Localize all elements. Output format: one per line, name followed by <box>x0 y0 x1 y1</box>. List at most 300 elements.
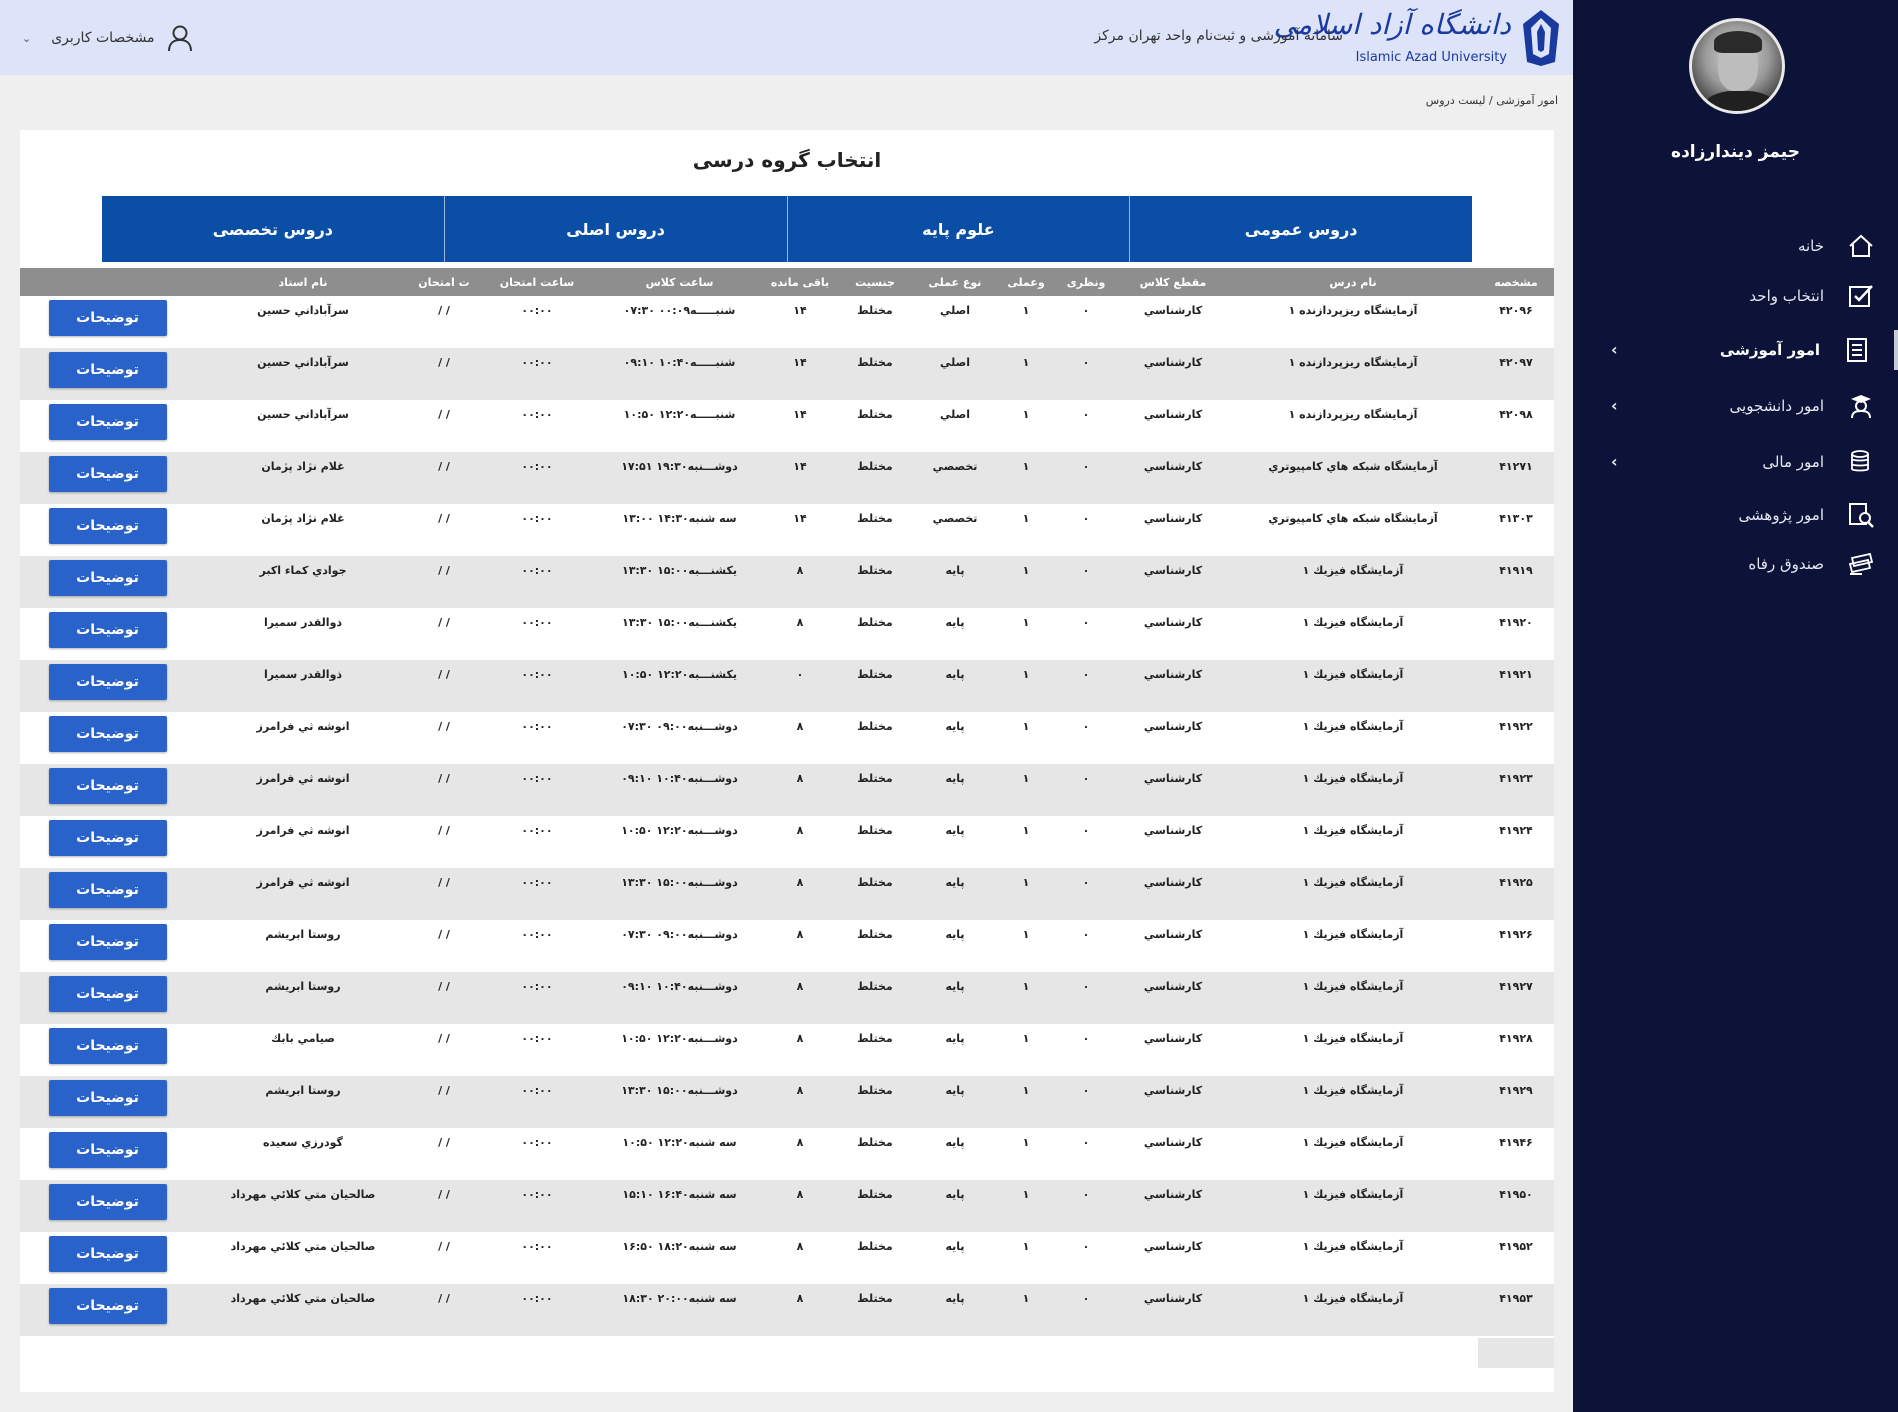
table-cell: ۴۱۹۲۶ <box>1478 920 1554 972</box>
table-cell: ۴۱۳۰۳ <box>1478 504 1554 556</box>
table-cell: ۱ <box>998 452 1054 504</box>
table-cell: ۰ <box>762 660 838 712</box>
table-cell: ۰ <box>1054 712 1118 764</box>
table-cell: انوشه ثي فرامرز <box>195 764 411 816</box>
table-cell: دوشـــنبه۱۰:۴۰ ۰۹:۱۰ <box>597 764 762 816</box>
table-cell: ۰ <box>1054 556 1118 608</box>
table-cell: ۸ <box>762 1128 838 1180</box>
table-cell: مختلط <box>838 348 912 400</box>
table-cell: ۸ <box>762 1180 838 1232</box>
table-cell-action <box>20 400 195 452</box>
user-menu[interactable] <box>22 24 193 52</box>
table-cell-action <box>20 660 195 712</box>
table-cell: / / <box>411 1076 477 1128</box>
table-cell: ۰ <box>1054 452 1118 504</box>
chevron-down-icon: ⌄ <box>22 31 32 45</box>
table-cell: آزمايشگاه فيزيك ۱ <box>1228 1180 1478 1232</box>
table-cell: سه شنبه۲۰:۰۰ ۱۸:۳۰ <box>597 1284 762 1336</box>
tab-specialized-courses[interactable]: دروس تخصصی <box>102 196 444 262</box>
chevron-left-icon: ‹ <box>1611 396 1618 415</box>
table-cell: غلام نژاد پژمان <box>195 452 411 504</box>
table-cell: مختلط <box>838 556 912 608</box>
column-header: مقطع کلاس <box>1118 268 1228 296</box>
table-cell-action <box>20 1232 195 1284</box>
table-cell: جوادي كماء اكبر <box>195 556 411 608</box>
table-cell: ۱ <box>998 1128 1054 1180</box>
table-cell: كارشناسي <box>1118 816 1228 868</box>
table-cell-action <box>20 1076 195 1128</box>
table-cell: / / <box>411 712 477 764</box>
chevron-left-icon: ‹ <box>1611 340 1618 359</box>
table-cell: آزمايشگاه فيزيك ۱ <box>1228 660 1478 712</box>
table-cell: ۸ <box>762 608 838 660</box>
table-cell: آزمايشگاه فيزيك ۱ <box>1228 1284 1478 1336</box>
table-cell: كارشناسي <box>1118 400 1228 452</box>
table-cell: ۰۰:۰۰ <box>477 972 597 1024</box>
table-cell: كارشناسي <box>1118 452 1228 504</box>
table-cell: ۰ <box>1054 972 1118 1024</box>
table-cell: ۰ <box>1054 400 1118 452</box>
description-button[interactable]: توضیحات <box>49 352 167 388</box>
table-cell: ۸ <box>762 1284 838 1336</box>
table-cell: اصلي <box>912 296 998 348</box>
checkbox-icon <box>1846 281 1876 311</box>
table-row <box>20 608 1554 660</box>
sidebar-item-label: صندوق رفاه <box>1748 555 1824 573</box>
table-cell: ۱۴ <box>762 504 838 556</box>
description-button[interactable]: توضیحات <box>49 560 167 596</box>
table-cell: / / <box>411 504 477 556</box>
table-cell: ۰ <box>1054 868 1118 920</box>
table-cell: ۰ <box>1054 348 1118 400</box>
table-cell: پايه <box>912 1232 998 1284</box>
university-name-en: Islamic Azad University <box>1355 50 1507 65</box>
table-cell: كارشناسي <box>1118 608 1228 660</box>
table-cell: پايه <box>912 608 998 660</box>
table-cell: ۰ <box>1054 1232 1118 1284</box>
table-cell: صالحيان متي كلائي مهرداد <box>195 1232 411 1284</box>
column-header: نام درس <box>1228 268 1478 296</box>
table-cell: آزمايشگاه فيزيك ۱ <box>1228 712 1478 764</box>
table-cell: صيامي بابك <box>195 1024 411 1076</box>
table-row <box>20 920 1554 972</box>
table-cell: يكشنـــبه۱۵:۰۰ ۱۳:۳۰ <box>597 608 762 660</box>
description-button[interactable]: توضیحات <box>49 300 167 336</box>
table-cell: آزمايشگاه فيزيك ۱ <box>1228 1024 1478 1076</box>
top-header <box>0 0 1573 75</box>
table-cell: ۸ <box>762 556 838 608</box>
table-cell: ۴۱۹۲۸ <box>1478 1024 1554 1076</box>
table-cell: ۰۰:۰۰ <box>477 556 597 608</box>
sidebar-item-label: امور دانشجویی <box>1729 397 1824 415</box>
student-icon <box>1846 391 1876 421</box>
table-row <box>20 452 1554 504</box>
table-cell: ۰ <box>1054 1024 1118 1076</box>
chevron-left-icon: ‹ <box>1611 452 1618 471</box>
system-title: سامانه آموزشی و ثبت‌نام واحد تهران مرکز <box>1094 28 1343 44</box>
user-menu-label: مشخصات کاربری <box>51 30 155 46</box>
table-cell: سه شنبه۱۶:۴۰ ۱۵:۱۰ <box>597 1180 762 1232</box>
table-cell-action <box>20 556 195 608</box>
table-cell: مختلط <box>838 764 912 816</box>
sidebar-item-student-affairs[interactable] <box>1573 386 1898 426</box>
table-cell: آزمايشگاه فيزيك ۱ <box>1228 868 1478 920</box>
table-cell: شنبـــــه۱۰:۴۰ ۰۹:۱۰ <box>597 348 762 400</box>
table-cell: ۰ <box>1054 660 1118 712</box>
description-button[interactable]: توضیحات <box>49 872 167 908</box>
table-cell: ۰۰:۰۰ <box>477 868 597 920</box>
money-hand-icon <box>1846 549 1876 579</box>
table-cell: / / <box>411 1232 477 1284</box>
table-cell: ۱۴ <box>762 452 838 504</box>
table-cell: / / <box>411 816 477 868</box>
tab-core-courses[interactable]: دروس اصلی <box>444 196 787 262</box>
table-cell: ۱ <box>998 764 1054 816</box>
table-cell: ۰۰:۰۰ <box>477 660 597 712</box>
table-cell: ۴۱۹۲۹ <box>1478 1076 1554 1128</box>
column-header: وعملی <box>998 268 1054 296</box>
table-cell: ۴۱۹۲۵ <box>1478 868 1554 920</box>
sidebar-item-label: امور آموزشی <box>1719 341 1820 359</box>
table-row <box>20 1284 1554 1336</box>
table-cell: ۴۲۰۹۶ <box>1478 296 1554 348</box>
table-cell: كارشناسي <box>1118 296 1228 348</box>
table-cell: ۱۴ <box>762 400 838 452</box>
table-cell: اصلي <box>912 348 998 400</box>
sidebar-item-welfare-fund[interactable] <box>1573 544 1898 584</box>
table-cell: دوشـــنبه۱۲:۲۰ ۱۰:۵۰ <box>597 816 762 868</box>
table-cell: مختلط <box>838 1180 912 1232</box>
column-header: ساعت کلاس <box>597 268 762 296</box>
table-cell: كارشناسي <box>1118 348 1228 400</box>
user-icon <box>167 24 193 52</box>
table-cell: يكشنـــبه۱۲:۲۰ ۱۰:۵۰ <box>597 660 762 712</box>
table-cell: پايه <box>912 660 998 712</box>
coins-icon <box>1846 447 1876 477</box>
table-cell: آزمايشگاه فيزيك ۱ <box>1228 1232 1478 1284</box>
table-cell: مختلط <box>838 400 912 452</box>
table-cell: ۰۰:۰۰ <box>477 608 597 660</box>
sidebar-item-home[interactable] <box>1573 226 1898 266</box>
description-button[interactable]: توضیحات <box>49 768 167 804</box>
table-cell: / / <box>411 868 477 920</box>
column-header: نوع عملی <box>912 268 998 296</box>
column-header: ونظری <box>1054 268 1118 296</box>
table-cell: پايه <box>912 712 998 764</box>
table-cell: كارشناسي <box>1118 868 1228 920</box>
table-row <box>20 296 1554 348</box>
table-cell: ذوالقدر سميرا <box>195 608 411 660</box>
sidebar-item-label: خانه <box>1797 237 1824 255</box>
table-cell: ۴۱۹۵۰ <box>1478 1180 1554 1232</box>
table-cell: ۱ <box>998 660 1054 712</box>
table-cell: ۰۰:۰۰ <box>477 920 597 972</box>
description-button[interactable]: توضیحات <box>49 1028 167 1064</box>
page-title: انتخاب گروه درسی <box>692 148 882 172</box>
table-cell: روستا ابريشم <box>195 920 411 972</box>
sidebar-user-name: جیمز دیندارزاده <box>1671 142 1800 162</box>
breadcrumb: امور آموزشی / لیست دروس <box>1425 94 1558 107</box>
table-cell: مختلط <box>838 712 912 764</box>
table-cell: / / <box>411 1284 477 1336</box>
table-cell: كارشناسي <box>1118 660 1228 712</box>
table-cell-action <box>20 1180 195 1232</box>
table-cell: ۰۰:۰۰ <box>477 1024 597 1076</box>
course-list-panel <box>20 130 1554 1392</box>
university-logo-icon <box>1521 8 1561 68</box>
table-cell: / / <box>411 764 477 816</box>
table-cell: مختلط <box>838 1024 912 1076</box>
table-cell: ۸ <box>762 1076 838 1128</box>
table-cell: صالحيان متي كلائي مهرداد <box>195 1284 411 1336</box>
table-cell: سه شنبه۱۴:۳۰ ۱۳:۰۰ <box>597 504 762 556</box>
table-cell: ۱ <box>998 816 1054 868</box>
table-cell: ۰ <box>1054 1284 1118 1336</box>
university-name-fa: دانشگاه آزاد اسلامی <box>1273 8 1511 41</box>
table-cell: / / <box>411 608 477 660</box>
table-row <box>20 1180 1554 1232</box>
table-cell: ۴۱۹۲۲ <box>1478 712 1554 764</box>
table-cell: پايه <box>912 1284 998 1336</box>
table-cell: ۸ <box>762 816 838 868</box>
tab-basic-sciences[interactable]: علوم پایه <box>787 196 1130 262</box>
table-cell: پايه <box>912 1076 998 1128</box>
table-row <box>20 556 1554 608</box>
table-cell: آزمايشگاه ريزپردازنده ۱ <box>1228 348 1478 400</box>
table-cell: ۱ <box>998 348 1054 400</box>
table-cell-action <box>20 920 195 972</box>
column-header: جنسیت <box>838 268 912 296</box>
sidebar-item-financial[interactable] <box>1573 442 1898 482</box>
description-button[interactable]: توضیحات <box>49 664 167 700</box>
table-cell: ۱ <box>998 1180 1054 1232</box>
description-button[interactable]: توضیحات <box>49 456 167 492</box>
tab-general-courses[interactable]: دروس عمومی <box>1129 196 1472 262</box>
table-cell: سه شنبه۱۲:۲۰ ۱۰:۵۰ <box>597 1128 762 1180</box>
table-cell: ۸ <box>762 1232 838 1284</box>
sidebar-item-label: انتخاب واحد <box>1749 287 1824 305</box>
table-cell: آزمايشگاه فيزيك ۱ <box>1228 972 1478 1024</box>
table-cell: / / <box>411 556 477 608</box>
table-row <box>20 1024 1554 1076</box>
table-row <box>20 1076 1554 1128</box>
table-cell: پايه <box>912 1024 998 1076</box>
table-cell: / / <box>411 452 477 504</box>
table-cell: سرآباداني حسين <box>195 296 411 348</box>
table-cell: سه شنبه۱۸:۲۰ ۱۶:۵۰ <box>597 1232 762 1284</box>
table-cell: كارشناسي <box>1118 1024 1228 1076</box>
table-cell: شنبـــــه۱۲:۲۰ ۱۰:۵۰ <box>597 400 762 452</box>
table-cell: ۴۱۹۲۳ <box>1478 764 1554 816</box>
table-cell: پايه <box>912 1180 998 1232</box>
table-cell: اصلي <box>912 400 998 452</box>
table-cell: ۸ <box>762 920 838 972</box>
table-cell: مختلط <box>838 1232 912 1284</box>
table-row <box>20 504 1554 556</box>
table-cell: ۸ <box>762 972 838 1024</box>
table-cell: كارشناسي <box>1118 764 1228 816</box>
table-cell: غلام نژاد پژمان <box>195 504 411 556</box>
table-cell-action <box>20 764 195 816</box>
table-cell: تخصصي <box>912 504 998 556</box>
sidebar-item-research[interactable] <box>1573 495 1898 535</box>
column-header: ت امتحان <box>411 268 477 296</box>
table-cell: ۰۰:۰۰ <box>477 1128 597 1180</box>
table-cell: پايه <box>912 556 998 608</box>
table-cell: مختلط <box>838 504 912 556</box>
sidebar-item-education[interactable] <box>1573 330 1898 370</box>
table-cell: دوشـــنبه۱۹:۳۰ ۱۷:۵۱ <box>597 452 762 504</box>
table-body <box>20 296 1554 1336</box>
description-button[interactable]: توضیحات <box>49 924 167 960</box>
table-cell: پايه <box>912 868 998 920</box>
table-cell: / / <box>411 1180 477 1232</box>
table-cell: ۸ <box>762 868 838 920</box>
table-cell: ۱ <box>998 608 1054 660</box>
table-cell: آزمايشگاه فيزيك ۱ <box>1228 816 1478 868</box>
table-cell: آزمايشگاه ريزپردازنده ۱ <box>1228 296 1478 348</box>
table-cell: ۰ <box>1054 296 1118 348</box>
table-cell: كارشناسي <box>1118 920 1228 972</box>
description-button[interactable]: توضیحات <box>49 1236 167 1272</box>
table-header-row <box>20 268 1554 296</box>
table-cell: ۴۱۹۲۱ <box>1478 660 1554 712</box>
table-cell: مختلط <box>838 868 912 920</box>
table-cell: ۱ <box>998 296 1054 348</box>
table-cell: دوشـــنبه۱۲:۲۰ ۱۰:۵۰ <box>597 1024 762 1076</box>
table-cell: ۰ <box>1054 504 1118 556</box>
course-group-tabs <box>102 196 1472 262</box>
sidebar <box>1573 0 1898 1412</box>
description-button[interactable]: توضیحات <box>49 1288 167 1324</box>
table-cell: ۱ <box>998 712 1054 764</box>
table-cell: كارشناسي <box>1118 1180 1228 1232</box>
table-cell: ۰۰:۰۰ <box>477 1180 597 1232</box>
description-button[interactable]: توضیحات <box>49 508 167 544</box>
home-icon <box>1846 231 1876 261</box>
table-cell: دوشـــنبه۰۹:۰۰ ۰۷:۳۰ <box>597 920 762 972</box>
table-cell: ۰۰:۰۰ <box>477 348 597 400</box>
table-cell: روستا ابريشم <box>195 1076 411 1128</box>
document-list-icon <box>1842 335 1872 365</box>
table-cell: ۱ <box>998 556 1054 608</box>
table-cell-action <box>20 608 195 660</box>
table-cell: ۴۱۹۵۲ <box>1478 1232 1554 1284</box>
table-cell: ۴۲۰۹۸ <box>1478 400 1554 452</box>
table-cell-action <box>20 712 195 764</box>
description-button[interactable]: توضیحات <box>49 716 167 752</box>
table-cell: ذوالقدر سميرا <box>195 660 411 712</box>
description-button[interactable]: توضیحات <box>49 612 167 648</box>
column-header: ساعت امتحان <box>477 268 597 296</box>
table-cell-action <box>20 1284 195 1336</box>
table-cell: ۴۱۲۷۱ <box>1478 452 1554 504</box>
table-cell: گودرزي سعيده <box>195 1128 411 1180</box>
table-row <box>20 868 1554 920</box>
table-cell: مختلط <box>838 452 912 504</box>
table-cell: پايه <box>912 1128 998 1180</box>
table-cell: تخصصي <box>912 452 998 504</box>
table-cell: ۱ <box>998 1024 1054 1076</box>
table-cell: كارشناسي <box>1118 1128 1228 1180</box>
table-cell: ۱ <box>998 1076 1054 1128</box>
table-row <box>20 1232 1554 1284</box>
sidebar-item-unit-selection[interactable] <box>1573 276 1898 316</box>
sidebar-item-label: امور مالی <box>1762 453 1824 471</box>
table-cell: ۴۱۹۲۰ <box>1478 608 1554 660</box>
description-button[interactable]: توضیحات <box>49 1132 167 1168</box>
table-cell: دوشـــنبه۱۰:۴۰ ۰۹:۱۰ <box>597 972 762 1024</box>
table-cell: ۰۰:۰۰ <box>477 1284 597 1336</box>
table-cell: ۸ <box>762 764 838 816</box>
table-cell: كارشناسي <box>1118 1232 1228 1284</box>
table-cell: ۰۰:۰۰ <box>477 816 597 868</box>
table-cell: ۱۴ <box>762 348 838 400</box>
table-cell: ۸ <box>762 1024 838 1076</box>
column-header <box>20 268 195 296</box>
description-button[interactable]: توضیحات <box>49 1080 167 1116</box>
table-cell: شنبـــــه۰۰:۰۹ ۰۷:۳۰ <box>597 296 762 348</box>
table-cell: ۰ <box>1054 764 1118 816</box>
table-cell-action <box>20 296 195 348</box>
table-cell: ۱ <box>998 504 1054 556</box>
table-footer <box>20 1338 1554 1368</box>
table-row <box>20 400 1554 452</box>
table-cell: ۰۰:۰۰ <box>477 452 597 504</box>
table-cell: / / <box>411 920 477 972</box>
table-cell: ۰۰:۰۰ <box>477 712 597 764</box>
table-row <box>20 348 1554 400</box>
table-cell: كارشناسي <box>1118 504 1228 556</box>
table-cell: ۴۲۰۹۷ <box>1478 348 1554 400</box>
table-cell: پايه <box>912 972 998 1024</box>
course-table <box>20 268 1554 1336</box>
table-cell-action <box>20 452 195 504</box>
sidebar-item-label: امور پژوهشی <box>1738 506 1824 524</box>
description-button[interactable]: توضیحات <box>49 404 167 440</box>
table-cell-action <box>20 1128 195 1180</box>
table-cell: سرآباداني حسين <box>195 348 411 400</box>
table-cell: / / <box>411 660 477 712</box>
table-cell: پايه <box>912 764 998 816</box>
table-cell: مختلط <box>838 1284 912 1336</box>
table-cell: / / <box>411 1128 477 1180</box>
table-cell: انوشه ثي فرامرز <box>195 712 411 764</box>
column-header: باقی مانده <box>762 268 838 296</box>
table-cell: آزمايشگاه شبكه هاي كامپيوتري <box>1228 452 1478 504</box>
table-cell: / / <box>411 972 477 1024</box>
table-cell: پايه <box>912 816 998 868</box>
description-button[interactable]: توضیحات <box>49 976 167 1012</box>
description-button[interactable]: توضیحات <box>49 1184 167 1220</box>
table-cell: پايه <box>912 920 998 972</box>
table-cell-action <box>20 868 195 920</box>
table-cell: ۱ <box>998 1284 1054 1336</box>
table-cell: ۰۰:۰۰ <box>477 1232 597 1284</box>
table-cell: انوشه ثي فرامرز <box>195 868 411 920</box>
table-cell: مختلط <box>838 816 912 868</box>
table-cell: ۰ <box>1054 1076 1118 1128</box>
table-cell: مختلط <box>838 1128 912 1180</box>
table-cell: مختلط <box>838 972 912 1024</box>
table-row <box>20 816 1554 868</box>
table-row <box>20 1128 1554 1180</box>
table-cell: ۰۰:۰۰ <box>477 504 597 556</box>
description-button[interactable]: توضیحات <box>49 820 167 856</box>
table-cell: مختلط <box>838 296 912 348</box>
table-cell: ۰ <box>1054 1128 1118 1180</box>
table-cell: ۱ <box>998 1232 1054 1284</box>
